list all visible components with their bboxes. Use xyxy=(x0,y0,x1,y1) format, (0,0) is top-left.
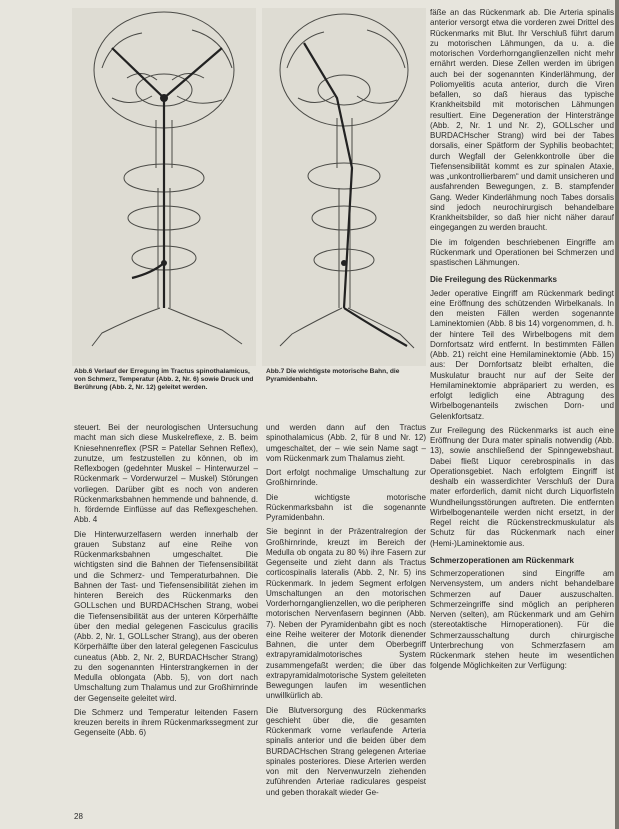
paragraph: Die Schmerz und Temperatur leitenden Fasern kreuzen bereits in ihrem Rückenmarkssegment zur Gegenseite (Abb. 6) xyxy=(74,707,258,738)
paragraph: fäße an das Rückenmark ab. Die Arteria spinalis anterior versorgt etwa die vorderen zwei Drittel des Rückenmarks mit Blut. Ihr Verschluß führt darum zu motorischen Lähmungen, da u. a. die motorischen Vorderhornganglienzellen nicht mehr ernährt werden. Diese Zellen werden im übrigen auch bei der sogenannten Kinderlähmung, der Poliomyelitis acuta anterior, durch die Viren befallen, so daß hieraus das typische Krankheitsbild mit motorischen Lähmungen resultiert. Eine Degeneration der Hinterstränge (Abb. 2, Nr. 1 und Nr. 2), GOLLscher und BURDACHscher Strang) wird bei der Tabes dorsalis, einer Spätform der Syphilis beobachtet; durch Wegfall der Gelenkkontrolle über die Tiefensensibilität kommt es zur spinalen Ataxie, was „unkontrollierbarem“ und damit unsicheren und ausfahrenden Bewegungen, z. B. stampfender Gang. Weder Kinderlähmung noch Tabes dorsalis sind jedoch neurochirurgisch behandelbare Krankheitsbilder, so daß hier nicht näher darauf eingegangen zu werden braucht. xyxy=(430,8,614,233)
paragraph: Die Blutversorgung des Rückenmarks geschieht über die, die gesamten Rückenmark vorne verlaufende Arteria spinalis anterior und die beiden über dem BURDACHschen Strang gelegenen Arteriae spinales posteriores. Diese Arterien werden von mit den Nervenwurzeln ziehenden zuführenden Arteriae radiculares gespeist und geben thorakalt wieder Ge- xyxy=(266,705,426,797)
figure-7-caption: Abb.7 Die wichtigste motorische Bahn, die Pyramidenbahn. xyxy=(266,368,400,383)
section-heading: Die Freilegung des Rückenmarks xyxy=(430,275,558,285)
paragraph: Die Hinterwurzelfasern werden innerhalb der grauen Substanz auf eine Reihe von Rückenmarksbahnen umgeschaltet. Die wichtigsten sind die Bahnen der Tiefensensibilität und die Schmerz- und Temperaturbahnen. Die Bahnen der Tast- und Tiefensensibilität ziehen im hinteren Bereich des Rückenmarks den GOLLschen und BURDACHschen Strang, wobei die Tiefensensibilität aus der unteren Körperhälfte über den medial gelegenen Fasciculus gracilis (Abb. 2, Nr. 1, GOLLscher Strang), aus der oberen Körperhälfte über den lateral gelegenen Fasciculus cuneatus (Abb. 2, Nr. 2, BURDACHscher Strang) zu den sogenannten Hinterstrangkernen in der Medulla oblongata (Abb. 5), von dort nach Umschaltung zum Thalamus und zur Großhirnrinde der Gegenseite geleitet wird. xyxy=(74,529,258,703)
paragraph: Die wichtigste motorische Rückenmarksbahn ist die sogenannte Pyramidenbahn. xyxy=(266,492,426,522)
text-column-2 xyxy=(266,423,426,802)
text-column-1 xyxy=(74,423,258,743)
figure-7-illustration xyxy=(262,8,426,366)
section-heading: Schmerzoperationen am Rückenmark xyxy=(430,555,574,565)
spinothalamic-tract-diagram xyxy=(72,8,256,366)
paragraph: steuert. Bei der neurologischen Untersuchung macht man sich diese Muskelreflexe, z. B. beim Kniesehnenreflex (PSR = Patellar Sehnen Reflex), zunutze, um festzustellen zu können, ob im Reflexbogen (gedehnter Muskel – Hinterwurzel – Rückenmark – Vorderwurzel – Muskel) Störungen vorliegen. Darüber gibt es noch von anderen Rückenmarksbahnen hemmende und bahnende, d. h. fördernde Einflüsse auf das Reflexgeschehen. Abb. 4 xyxy=(74,423,258,525)
paragraph: Schmerzoperationen sind Eingriffe am Nervensystem, um anders nicht behandelbare Schmerzen auf Dauer auszuschalten. Schmerzeingriffe sind möglich an peripheren Nerven (selten), am Rückenmark und am Gehirn (stereotaktische Hirnoperationen). Für die Schmerzausschaltung durch chirurgische Unterbrechung von Schmerzfasern am Rückenmark stehen heute im wesentlichen folgende Möglichkeiten zur Verfügung: xyxy=(430,569,614,671)
paragraph: und werden dann auf den Tractus spinothalamicus (Abb. 2, für 8 und Nr. 12) umgeschaltet, der – wie sein Name sagt – vom Rückenmark zum Thalamus zieht. xyxy=(266,423,426,463)
text-column-3 xyxy=(430,8,614,676)
figure-6-illustration xyxy=(72,8,256,366)
paragraph: Dort erfolgt nochmalige Umschaltung zur Großhirnrinde. xyxy=(266,468,426,488)
paragraph: Die im folgenden beschriebenen Eingriffe am Rückenmark und Operationen bei Schmerzen und spastischen Lähmungen. xyxy=(430,237,614,267)
page-edge-shadow xyxy=(615,0,619,829)
paragraph: Sie beginnt in der Präzentralregion der Großhirnrinde, kreuzt im Bereich der Medulla ob ongata zu 80 %) ihre Fasern zur Gegenseite und zieht dann als Tractus corticospinalis lateralis (Abb. 2, Nr. 5) ins Rückenmark. In jedem Segment erfolgen Umschaltungen an den motorischen Vorderhornganglienzellen, wo die peripheren motorischen Nervenfasern beginnen (Abb. 7). Neben der Pyramidenbahn gibt es noch eine Reihe weiterer der Motorik dienender Bahnen, die unter dem Oberbegriff extrapyramidalmotorisches System zusammengefaßt werden; die über das extrapyramidalmotorische System geleiteten Bewegungen laufen im wesentlichen unwillkürlich ab. xyxy=(266,527,426,701)
paragraph: Zur Freilegung des Rückenmarks ist auch eine Eröffnung der Dura mater spinalis notwendig (Abb. 13), sowie anschließend der Spinngewebshaut. Dabei fließt Liquor cerebrospinalis in das Operationsgebiet. Nach erfolgtem Eingriff ist deshalb ein wasserdichter Verschluß der Dura mater erforderlich, damit nicht durch Liquorfisteln Wundheilungsstörungen auftreten. Die entfernten Wirbelbogenanteile werden nicht ersetzt, in der Regel reicht die Rückenstreckmuskulatur als Schutz für das Rückenmark nach einer (Hemi-)Laminektomie aus. xyxy=(430,425,614,548)
figure-6-caption: Abb.6 Verlauf der Erregung im Tractus spinothalamicus, von Schmerz, Temperatur (Abb. 2, Nr. 6) sowie Druck und Berührung (Abb. 2, Nr. 12) geleitet werden. xyxy=(74,368,254,391)
page-number: 28 xyxy=(74,812,83,821)
paragraph: Jeder operative Eingriff am Rückenmark bedingt eine Eröffnung des schützenden Wirbelkanals. In den meisten Fällen werden sogenannte Laminektomien (Abb. 8 bis 14) vorgenommen, d. h. der hintere Teil des Wirbelbogens mit dem Dornfortsatz wird entfernt. In bestimmten Fällen (Abb. 21) reicht eine Hemilaminektomie (Abb. 15) aus: Der Dornfortsatz bleibt erhalten, die Muskulatur braucht nur auf der Seite der Hemilaminektomie abpräpariert zu werden, es erfolgt lediglich eine Abtragung des Wirbelbogenanteils zwischen Dorn- und Gelenkfortsatz. xyxy=(430,288,614,421)
pyramidal-tract-diagram xyxy=(262,8,426,366)
